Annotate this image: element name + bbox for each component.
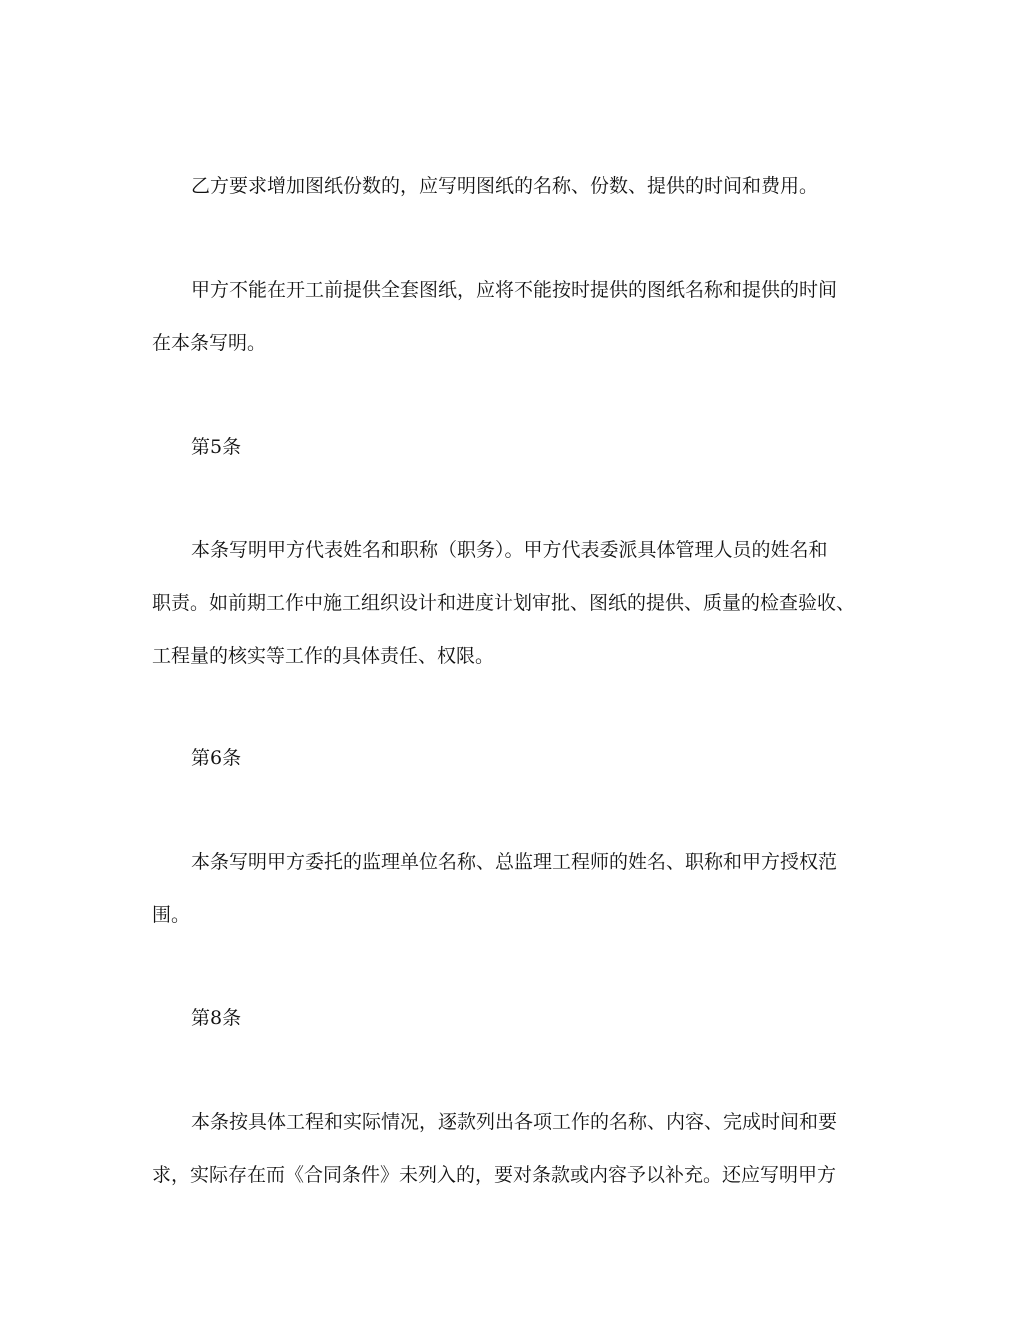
paragraph-line: 本条写明甲方委托的监理单位名称、总监理工程师的姓名、职称和甲方授权范 (191, 851, 838, 873)
paragraph-line: 本条按具体工程和实际情况，逐款列出各项工作的名称、内容、完成时间和要 (191, 1111, 838, 1133)
paragraph-line: 本条写明甲方代表姓名和职称（职务）。甲方代表委派具体管理人员的姓名和 (191, 539, 828, 561)
paragraph-line: 工程量的核实等工作的具体责任、权限。 (152, 645, 495, 667)
paragraph-line: 在本条写明。 (152, 332, 267, 354)
article-heading-8: 第8条 (191, 1007, 242, 1029)
paragraph-line: 甲方不能在开工前提供全套图纸，应将不能按时提供的图纸名称和提供的时间 (191, 279, 838, 301)
paragraph-line: 乙方要求增加图纸份数的，应写明图纸的名称、份数、提供的时间和费用。 (191, 175, 819, 197)
paragraph-drawings-copies (191, 160, 818, 212)
article-heading-6: 第6条 (191, 747, 242, 769)
paragraph-line: 职责。如前期工作中施工组织设计和进度计划审批、图纸的提供、质量的检查验收、 (152, 592, 856, 614)
paragraph-line: 求，实际存在而《合同条件》未列入的，要对条款或内容予以补充。还应写明甲方 (152, 1164, 837, 1186)
paragraph-line: 围。 (152, 904, 191, 926)
article-heading-5: 第5条 (191, 436, 242, 458)
